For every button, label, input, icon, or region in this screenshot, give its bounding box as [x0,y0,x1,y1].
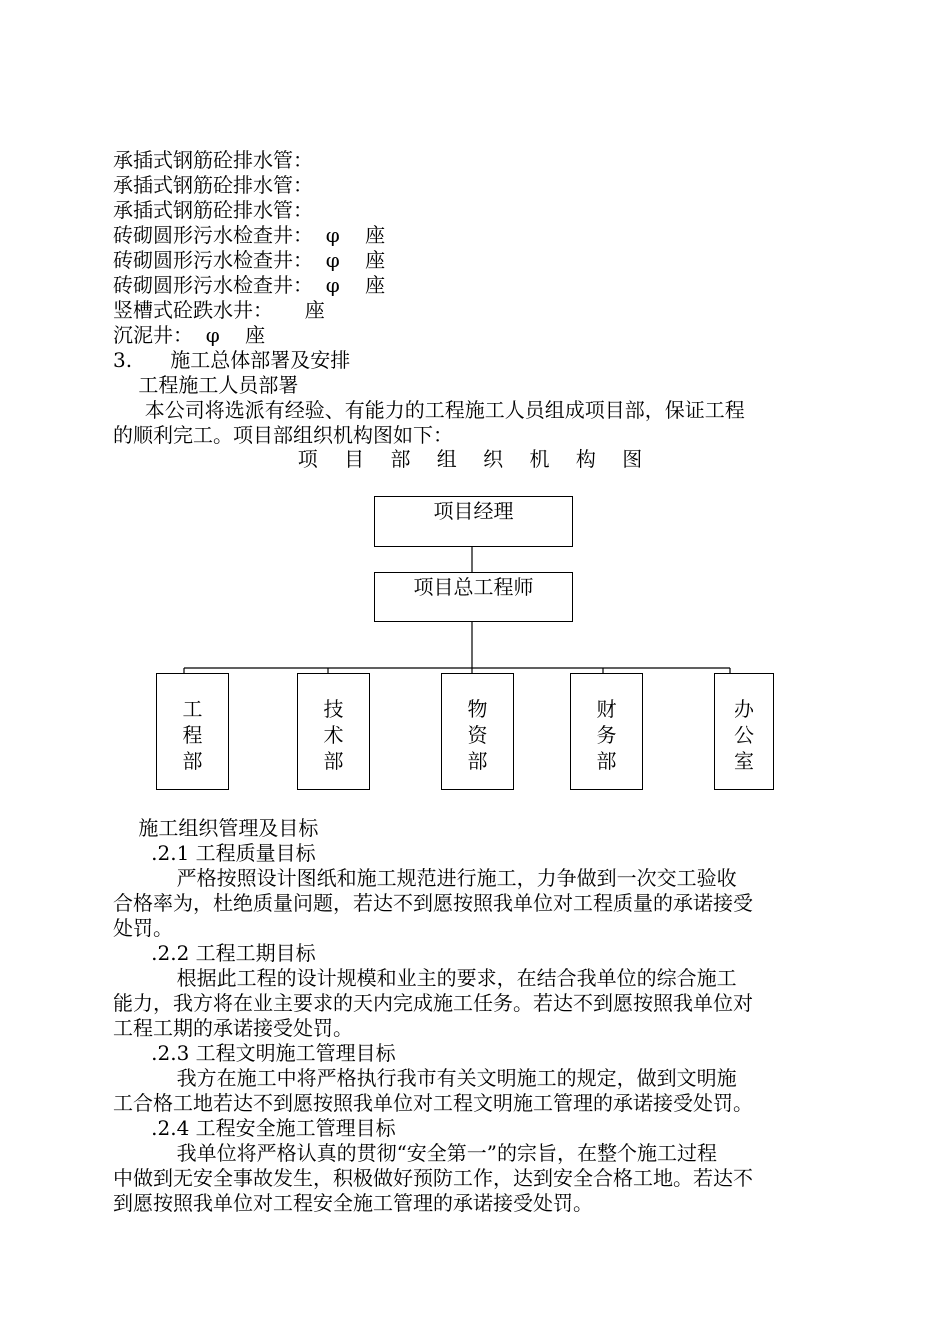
dept-char: 术 [323,723,344,747]
dept-box-engineering [156,673,229,790]
text-line: 砖砌圆形污水检查井： φ 座 [113,273,386,297]
dept-char: 办 [734,697,754,721]
paragraph-line: 处罚。 [113,916,173,940]
chief-engineer-label: 项目总工程师 [413,575,534,599]
dept-char: 部 [323,749,344,773]
dept-char: 资 [467,723,488,747]
text-line: 砖砌圆形污水检查井： φ 座 [113,248,386,272]
dept-box-technical [297,673,370,790]
paragraph-line: 到愿按照我单位对工程安全施工管理的承诺接受处罚。 [113,1191,593,1215]
dept-char: 部 [596,749,617,773]
paragraph-line: 工程工期的承诺接受处罚。 [113,1016,353,1040]
paragraph-line: 本公司将选派有经验、有能力的工程施工人员组成项目部，保证工程 [113,398,745,422]
subsection-heading: 工程施工人员部署 [113,373,299,397]
dept-char: 财 [596,697,617,721]
dept-char: 工 [182,697,203,721]
goal-heading: .2.3 工程文明施工管理目标 [113,1041,396,1065]
goal-heading: .2.4 工程安全施工管理目标 [113,1116,396,1140]
paragraph-line: 根据此工程的设计规模和业主的要求，在结合我单位的综合施工 [113,966,737,990]
paragraph-line: 能力，我方将在业主要求的天内完成施工任务。若达不到愿按照我单位对 [113,991,753,1015]
paragraph-line: 我单位将严格认真的贯彻“安全第一”的宗旨，在整个施工过程 [113,1141,718,1165]
paragraph-line: 中做到无安全事故发生，积极做好预防工作，达到安全合格工地。若达不 [113,1166,753,1190]
paragraph-line: 工合格工地若达不到愿按照我单位对工程文明施工管理的承诺接受处罚。 [113,1091,753,1115]
paragraph-line: 的顺利完工。项目部组织机构图如下： [113,423,453,447]
text-line: 承插式钢筋砼排水管： [113,198,313,222]
text-line: 砖砌圆形污水检查井： φ 座 [113,223,386,247]
dept-char: 室 [734,749,754,773]
paragraph-line: 合格率为，杜绝质量问题，若达不到愿按照我单位对工程质量的承诺接受 [113,891,753,915]
paragraph-line: 我方在施工中将严格执行我市有关文明施工的规定，做到文明施 [113,1066,737,1090]
goal-heading: .2.2 工程工期目标 [113,941,316,965]
dept-char: 务 [596,723,617,747]
dept-char: 物 [467,697,488,721]
dept-box-materials [441,673,514,790]
subsection-heading: 施工组织管理及目标 [113,816,319,840]
project-manager-box [374,496,573,547]
chief-engineer-box [374,572,573,622]
dept-box-finance [570,673,643,790]
text-line: 承插式钢筋砼排水管： [113,148,313,172]
text-line: 沉泥井： φ 座 [113,323,266,347]
section-heading: 3. 施工总体部署及安排 [113,348,351,372]
dept-char: 公 [734,723,754,747]
project-manager-label: 项目经理 [433,499,514,523]
paragraph-line: 严格按照设计图纸和施工规范进行施工，力争做到一次交工验收 [113,866,737,890]
dept-box-office [714,673,774,790]
dept-char: 程 [182,723,203,747]
text-line: 竖槽式砼跌水井： 座 [113,298,325,322]
dept-char: 部 [182,749,203,773]
goal-heading: .2.1 工程质量目标 [113,841,316,865]
org-chart-title: 项 目 部 组 织 机 构 图 [297,447,653,471]
dept-char: 技 [323,697,344,721]
dept-char: 部 [467,749,488,773]
text-line: 承插式钢筋砼排水管： [113,173,313,197]
